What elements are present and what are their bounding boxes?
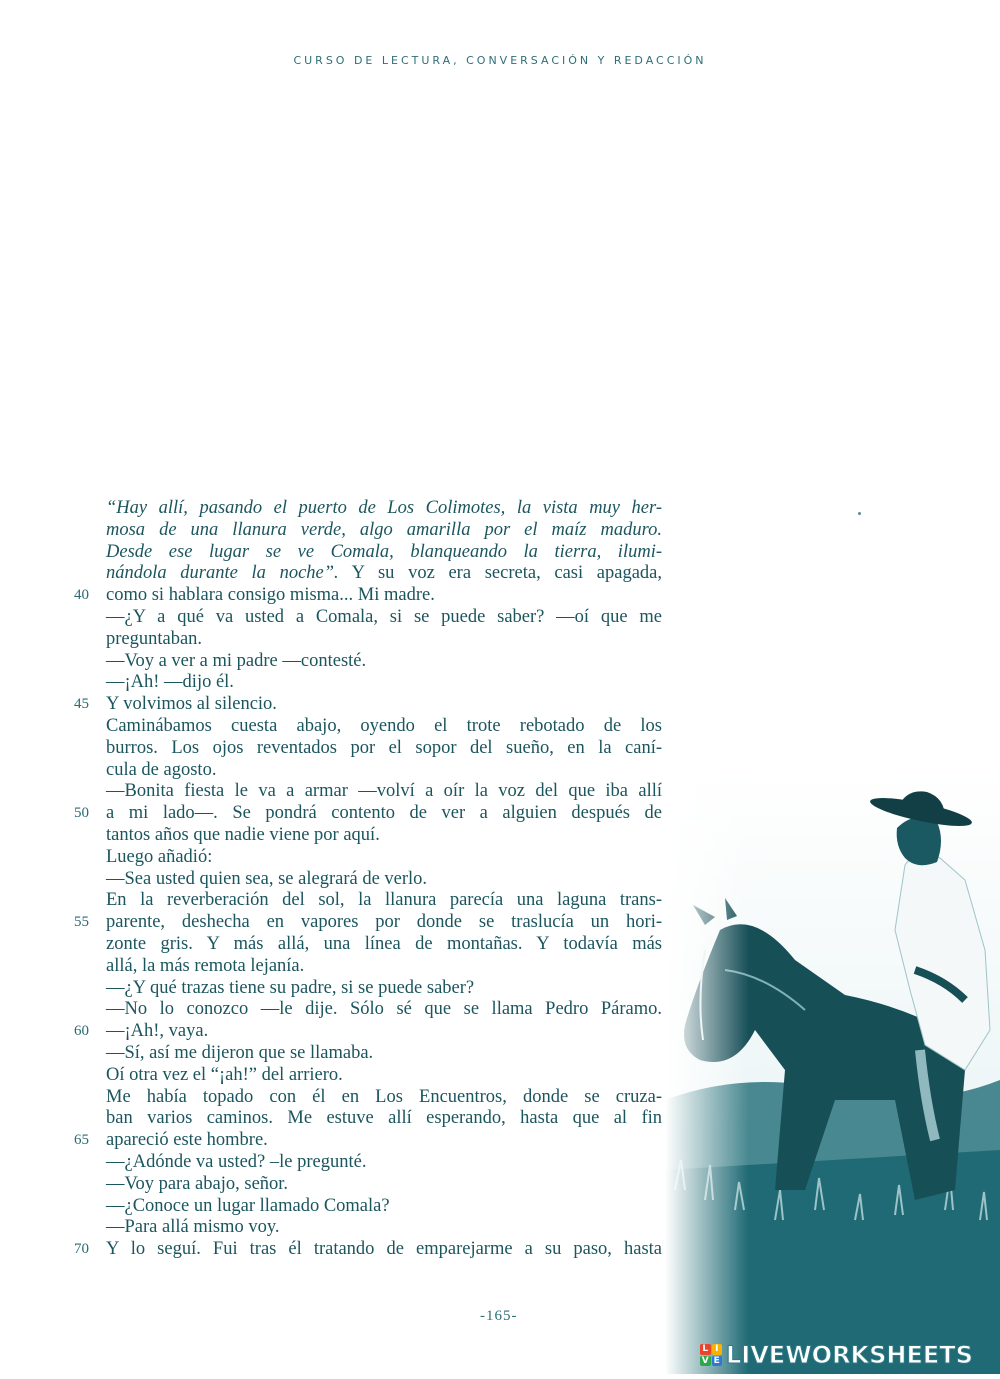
horseman-photo: [665, 770, 1000, 1374]
page-number: -165-: [480, 1308, 518, 1324]
text-line: [106, 869, 662, 891]
watermark-text: LIVEWORKSHEETS: [726, 1341, 973, 1369]
line-text: Luego añadió:: [106, 846, 213, 867]
line-text: —¿Y a qué va usted a Comala, si se puede saber? —oí que me: [106, 606, 662, 627]
liveworksheets-watermark[interactable]: [700, 1340, 995, 1370]
line-number: 60: [74, 1023, 89, 1040]
line-text: —¡Ah!, vaya.: [106, 1021, 209, 1042]
line-text: Y su voz era secreta, casi apagada,: [338, 563, 663, 584]
line-text: como si hablara consigo misma... Mi madre.: [106, 585, 435, 606]
text-line: [106, 760, 662, 782]
line-text: Y lo seguí. Fui tras él tratando de emparejarme a su paso, hasta: [106, 1239, 662, 1260]
text-line: [106, 1065, 662, 1087]
line-text: burros. Los ojos reventados por el sopor del sueño, en la caní-: [106, 737, 662, 758]
line-text: tantos años que nadie viene por aquí.: [106, 824, 380, 845]
text-line: [106, 672, 662, 694]
line-text: —Bonita fiesta le va a armar —volví a oír la voz del que iba allí: [106, 781, 662, 802]
text-line: [106, 890, 662, 912]
line-text: mosa de una llanura verde, algo amarilla por el maíz maduro.: [106, 519, 662, 540]
line-text: —Para allá mismo voy.: [106, 1217, 280, 1238]
text-line: [74, 585, 662, 607]
running-header: CURSO DE LECTURA, CONVERSACIÓN Y REDACCIÓN: [293, 54, 707, 67]
text-line: [106, 607, 662, 629]
text-line: [106, 542, 662, 564]
text-line: [74, 1130, 662, 1152]
line-text: Oí otra vez el “¡ah!” del arriero.: [106, 1064, 343, 1085]
text-line: [106, 651, 662, 673]
text-line: [74, 912, 662, 934]
line-number: 55: [74, 914, 89, 931]
line-number: 50: [74, 805, 89, 822]
text-line: [106, 1196, 662, 1218]
line-text: —Voy a ver a mi padre —contesté.: [106, 650, 367, 671]
line-text: parente, deshecha en vapores por donde se traslucía un hori-: [106, 912, 662, 933]
text-line: [106, 738, 662, 760]
line-text: “Hay allí, pasando el puerto de Los Colimotes, la vista muy her-: [106, 498, 662, 518]
text-line: [74, 694, 662, 716]
text-line: [106, 934, 662, 956]
line-text: Caminábamos cuesta abajo, oyendo el trote rebotado de los: [106, 715, 662, 736]
text-line: [74, 1239, 662, 1261]
text-line: [106, 1217, 662, 1239]
text-line: [106, 1043, 662, 1065]
line-text: allá, la más remota lejanía.: [106, 955, 305, 976]
text-line: [106, 825, 662, 847]
text-line: [106, 847, 662, 869]
line-text: —No lo conozco —le dije. Sólo sé que se llama Pedro Páramo.: [106, 999, 662, 1020]
logo-letter: I: [712, 1344, 723, 1355]
line-text: preguntaban.: [106, 628, 203, 649]
line-text: —Sea usted quien sea, se alegrará de verlo.: [106, 868, 428, 889]
text-line: [106, 629, 662, 651]
body-text: [74, 498, 663, 1261]
line-text-italic: nándola durante la noche”.: [106, 563, 339, 584]
line-text: —¡Ah! —dijo él.: [106, 672, 234, 693]
line-text: —¿Y qué trazas tiene su padre, si se puede saber?: [106, 977, 475, 998]
text-line: [106, 1174, 662, 1196]
line-text: En la reverberación del sol, la llanura parecía una laguna trans-: [106, 890, 662, 911]
text-line: [106, 978, 662, 1000]
text-line: [106, 781, 662, 803]
line-text: —¿Conoce un lugar llamado Comala?: [106, 1195, 390, 1216]
text-line: [74, 803, 662, 825]
text-line: [106, 498, 662, 520]
line-text: zonte gris. Y más allá, una línea de montañas. Y todavía más: [106, 933, 662, 954]
line-text: Desde ese lugar se ve Comala, blanqueando la tierra, ilumi-: [106, 541, 662, 562]
text-line: [106, 1108, 662, 1130]
line-number: 45: [74, 696, 89, 713]
line-text: ban varios caminos. Me estuve allí esperando, hasta que al fin: [106, 1108, 662, 1129]
line-text: —¿Adónde va usted? –le pregunté.: [106, 1151, 367, 1172]
line-number: 70: [74, 1241, 89, 1258]
text-line: [106, 999, 662, 1021]
line-text: —Voy para abajo, señor.: [106, 1173, 289, 1194]
liveworksheets-logo-icon: [700, 1344, 722, 1366]
text-line: [106, 520, 662, 542]
logo-letter: E: [712, 1356, 723, 1367]
line-number: 65: [74, 1132, 89, 1149]
ink-speck: [858, 512, 861, 515]
text-line: [106, 1152, 662, 1174]
line-text: —Sí, así me dijeron que se llamaba.: [106, 1042, 374, 1063]
text-line: [74, 1021, 662, 1043]
text-line: [106, 563, 662, 585]
logo-letter: L: [700, 1344, 711, 1355]
logo-letter: V: [701, 1355, 709, 1366]
line-text: Me había topado con él en Los Encuentros, donde se cruza-: [106, 1086, 662, 1107]
line-text: Y volvimos al silencio.: [106, 694, 277, 715]
text-line: [106, 716, 662, 738]
text-line: [106, 956, 662, 978]
line-text: a mi lado—. Se pondrá contento de ver a alguien después de: [106, 803, 662, 824]
text-line: [106, 1087, 662, 1109]
line-text: apareció este hombre.: [106, 1130, 268, 1151]
line-text: cula de agosto.: [106, 759, 217, 780]
line-number: 40: [74, 587, 89, 604]
